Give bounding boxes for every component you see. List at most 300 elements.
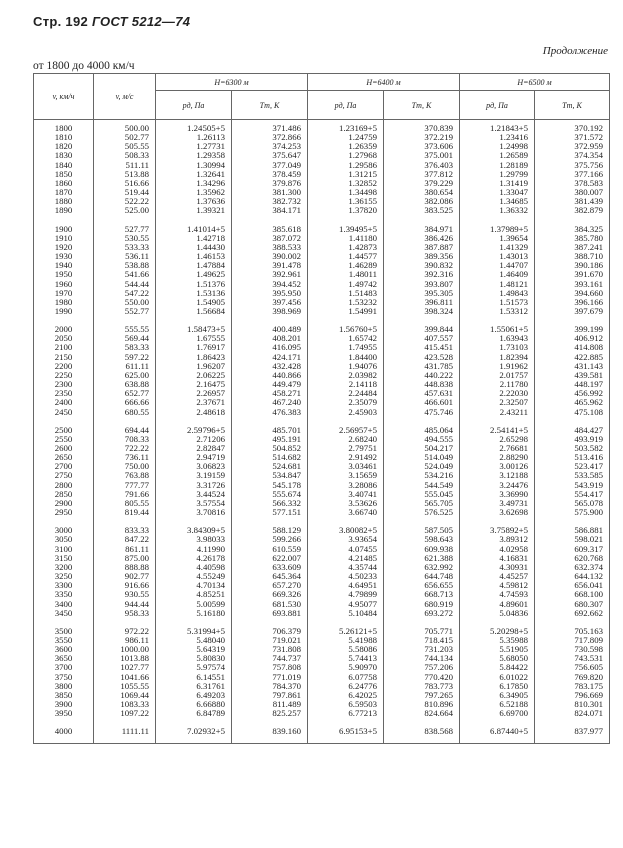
table-cell-value: 1.94076 — [348, 360, 377, 371]
table-cell-value: 1.53312 — [499, 305, 528, 316]
cell-temp-6500 — [535, 216, 610, 317]
cell-speed-ms — [94, 216, 156, 317]
table-cell-value: 513.416 — [574, 452, 603, 463]
table-cell-value: 777.77 — [124, 479, 149, 490]
table-cell-value: 1990 — [54, 305, 73, 316]
table-cell-value: 385.618 — [272, 223, 301, 234]
table-cell-value: 597.22 — [124, 351, 149, 362]
table-cell-value: 1.29586 — [348, 159, 377, 170]
table-cell-value: 566.332 — [272, 497, 301, 508]
table-cell-value: 705.771 — [424, 625, 453, 636]
table-cell-value: 3.00126 — [499, 461, 528, 472]
cell-temp-6300 — [232, 316, 308, 417]
table-cell-value: 432.428 — [272, 360, 301, 371]
table-cell-value: 3000 — [54, 525, 73, 536]
table-cell-value: 783.773 — [424, 680, 453, 691]
table-cell-value: 2200 — [54, 360, 73, 371]
table-cell-value: 2.88290 — [499, 452, 528, 463]
table-cell-value: 3.62698 — [499, 507, 528, 518]
table-cell-value: 2.01757 — [499, 369, 528, 380]
table-cell-value: 2650 — [54, 452, 73, 463]
table-cell-value: 395.305 — [424, 287, 453, 298]
table-cell-value: 1.54905 — [196, 296, 225, 307]
table-cell-value: 4.95077 — [348, 598, 377, 609]
cell-temp-6300 — [232, 417, 308, 518]
table-cell-value: 3800 — [54, 680, 73, 691]
table-cell-value: 396.166 — [574, 296, 603, 307]
table-cell-value: 555.55 — [124, 324, 149, 335]
cell-temp-6300 — [232, 618, 308, 719]
table-cell-value: 3.49731 — [499, 497, 528, 508]
cell-pressure-6300 — [156, 120, 232, 216]
table-cell-value: 1.48011 — [348, 269, 377, 280]
table-cell-value: 381.439 — [574, 196, 603, 207]
table-cell-value: 440.866 — [272, 369, 301, 380]
header-temperature: Tт, К — [535, 91, 610, 120]
table-cell-value: 393.161 — [574, 278, 603, 289]
table-cell-value: 694.44 — [124, 424, 149, 435]
table-cell-value: 1.49742 — [348, 278, 377, 289]
table-cell-value: 1.82394 — [499, 351, 528, 362]
table-cell-value: 4.74593 — [499, 589, 528, 600]
table-cell-value: 397.679 — [574, 305, 603, 316]
table-cell-value: 519.44 — [124, 187, 149, 198]
table-cell-value: 393.807 — [424, 278, 453, 289]
table-cell-value: 1.53232 — [348, 296, 377, 307]
table-cell-value: 693.272 — [424, 607, 453, 618]
table-cell-value: 400.489 — [272, 324, 301, 335]
table-cell-value: 2850 — [54, 488, 73, 499]
table-cell-value: 1111.11 — [121, 726, 149, 737]
table-cell-value: 5.10484 — [348, 607, 377, 618]
table-cell-value: 533.585 — [574, 470, 603, 481]
table-cell-value: 609.317 — [574, 543, 603, 554]
table-cell-value: 383.525 — [424, 205, 453, 216]
table-cell-value: 930.55 — [124, 589, 149, 600]
table-cell-value: 1.32641 — [196, 168, 225, 179]
table-cell-value: 1.54991 — [348, 305, 377, 316]
table-cell-value: 611.11 — [125, 360, 149, 371]
table-cell-value: 4.85251 — [196, 589, 225, 600]
table-cell-value: 382.086 — [424, 196, 453, 207]
table-cell-value: 4.16831 — [499, 552, 528, 563]
table-cell-value: 633.609 — [272, 561, 301, 572]
table-cell-value: 416.095 — [272, 342, 301, 353]
table-cell-value: 599.266 — [272, 534, 301, 545]
table-cell-value: 552.77 — [124, 305, 149, 316]
table-cell-value: 514.049 — [424, 452, 453, 463]
header-temperature: Tт, К — [384, 91, 460, 120]
table-cell-value: 718.415 — [424, 634, 453, 645]
table-cell-value: 379.229 — [424, 177, 453, 188]
table-cell-value: 2.11780 — [499, 379, 528, 390]
table-cell-value: 4.64951 — [348, 580, 377, 591]
table-cell-value: 810.896 — [424, 699, 453, 710]
table-cell-value: 380.654 — [424, 187, 453, 198]
cell-temp-6500 — [535, 120, 610, 216]
cell-pressure-6500 — [460, 120, 535, 216]
table-cell-value: 406.912 — [574, 333, 603, 344]
table-cell-value: 744.737 — [272, 653, 301, 664]
table-cell-value: 916.66 — [124, 580, 149, 591]
table-cell-value: 378.583 — [574, 177, 603, 188]
table-cell-value: 575.900 — [574, 507, 603, 518]
table-cell-value: 372.866 — [272, 132, 301, 143]
table-cell-value: 2250 — [54, 369, 73, 380]
table-cell-value: 1.21843+5 — [490, 123, 528, 133]
table-cell-value: 3.15659 — [348, 470, 377, 481]
table-cell-value: 554.417 — [574, 488, 603, 499]
table-cell-value: 3600 — [54, 644, 73, 655]
table-cell-value: 457.631 — [424, 388, 453, 399]
cell-pressure-6300 — [156, 216, 232, 317]
table-cell-value: 1970 — [54, 287, 73, 298]
table-cell-value: 466.601 — [424, 397, 453, 408]
table-cell-value: 534.847 — [272, 470, 301, 481]
table-cell-value: 398.969 — [272, 305, 301, 316]
table-cell-value: 644.132 — [574, 571, 603, 582]
table-cell-value: 1.49625 — [196, 269, 225, 280]
table-cell-value: 825.257 — [272, 708, 301, 719]
table-cell-value: 706.379 — [272, 625, 301, 636]
table-cell-value: 2900 — [54, 497, 73, 508]
table-cell-value: 1.26589 — [499, 150, 528, 161]
table-cell-value: 2400 — [54, 397, 73, 408]
table-cell-value: 1.39654 — [499, 232, 528, 243]
table-cell-value: 3.03461 — [348, 461, 377, 472]
table-cell-value: 485.701 — [272, 424, 301, 435]
table-cell-value: 384.971 — [424, 223, 453, 234]
table-cell-value: 1.48121 — [499, 278, 528, 289]
table-cell-value: 5.04836 — [499, 607, 528, 618]
table-cell-value: 3.98033 — [196, 534, 225, 545]
table-cell-value: 3.53626 — [348, 497, 377, 508]
table-cell-value: 415.451 — [424, 342, 453, 353]
cell-temp-6300 — [232, 120, 308, 216]
cell-speed-kmh — [34, 316, 94, 417]
table-cell-value: 439.581 — [574, 369, 603, 380]
table-cell-value: 1910 — [54, 232, 73, 243]
table-cell-value: 522.22 — [124, 196, 149, 207]
table-cell-value: 719.021 — [272, 634, 301, 645]
table-cell-value: 797.861 — [272, 689, 301, 700]
table-cell-value: 1870 — [54, 187, 73, 198]
table-cell-value: 534.216 — [424, 470, 453, 481]
table-cell-value: 681.530 — [272, 598, 301, 609]
table-cell-value: 577.151 — [272, 507, 301, 518]
table-cell-value: 3.75892+5 — [490, 525, 528, 536]
table-cell-value: 1.34685 — [499, 196, 528, 207]
cell-pressure-6400 — [308, 216, 384, 317]
table-cell-value: 833.33 — [124, 525, 149, 536]
table-cell-value: 495.191 — [272, 433, 301, 444]
table-cell-value: 1880 — [54, 196, 73, 207]
table-cell-value: 756.605 — [574, 662, 603, 673]
table-cell-value: 387.241 — [574, 241, 603, 252]
table-cell-value: 861.11 — [125, 543, 149, 554]
table-cell-value: 6.42025 — [348, 689, 377, 700]
table-cell-value: 2.35079 — [348, 397, 377, 408]
table-cell-value: 3.12188 — [499, 470, 528, 481]
table-cell-value: 680.919 — [424, 598, 453, 609]
table-cell-value: 388.533 — [272, 241, 301, 252]
table-cell-value: 541.66 — [124, 269, 149, 280]
continuation-label: Продолжение — [542, 45, 608, 57]
table-cell-value: 2.82847 — [196, 443, 225, 453]
cell-temp-6500 — [535, 417, 610, 518]
table-cell-value: 377.049 — [272, 159, 301, 170]
table-cell-value: 6.24776 — [348, 680, 377, 691]
cell-temp-6300 — [232, 517, 308, 618]
table-cell-value: 1.34296 — [196, 177, 225, 188]
table-cell-value: 824.071 — [574, 708, 603, 719]
table-cell-value: 4.30931 — [499, 561, 528, 572]
cell-pressure-6300 — [156, 517, 232, 618]
table-cell-value: 797.265 — [424, 689, 453, 700]
table-cell-value: 505.55 — [124, 141, 149, 152]
table-cell-value: 476.383 — [272, 406, 301, 417]
table-cell-value: 1.42718 — [196, 232, 225, 243]
table-cell-value: 1860 — [54, 177, 73, 188]
table-cell-value: 837.977 — [574, 726, 603, 737]
cell-pressure-6400 — [308, 120, 384, 216]
table-cell-value: 3.57554 — [196, 497, 225, 508]
table-cell-value: 944.44 — [124, 598, 149, 609]
table-cell-value: 838.568 — [424, 726, 453, 737]
table-cell-value: 5.16180 — [196, 607, 225, 618]
table-cell-value: 1.29799 — [499, 168, 528, 179]
table-cell-value: 524.049 — [424, 461, 453, 472]
cell-temp-6400 — [384, 316, 460, 417]
table-cell-value: 3.36990 — [499, 488, 528, 499]
table-cell-value: 6.87440+5 — [490, 726, 528, 737]
table-cell-value: 1.76917 — [196, 342, 225, 353]
table-cell-value: 1.27731 — [196, 141, 225, 152]
table-cell-value: 4.59812 — [499, 580, 528, 591]
table-cell-value: 1.26113 — [196, 132, 225, 143]
table-cell-value: 1.96207 — [196, 360, 225, 371]
table-cell-value: 731.203 — [424, 644, 453, 655]
table-cell-value: 3150 — [54, 552, 73, 563]
cell-temp-6400 — [384, 120, 460, 216]
table-cell-value: 972.22 — [124, 625, 149, 636]
table-cell-value: 1.34498 — [348, 187, 377, 198]
cell-temp-6500 — [535, 316, 610, 417]
table-cell-value: 1890 — [54, 205, 73, 216]
header-speed-ms: v, м/с — [94, 74, 156, 120]
table-cell-value: 3.89312 — [499, 534, 528, 545]
table-cell-value: 784.370 — [272, 680, 301, 691]
table-cell-value: 3.28086 — [348, 479, 377, 490]
table-cell-value: 1.46289 — [348, 260, 377, 271]
cell-pressure-6400 — [308, 316, 384, 417]
table-cell-value: 390.186 — [574, 260, 603, 271]
table-cell-value: 373.606 — [424, 141, 453, 152]
table-cell-value: 5.74413 — [348, 653, 377, 664]
table-cell-value: 757.808 — [272, 662, 301, 673]
table-cell-value: 1.84400 — [348, 351, 377, 362]
table-row-group — [34, 718, 610, 743]
table-cell-value: 423.528 — [424, 351, 453, 362]
table-cell-value: 680.307 — [574, 598, 603, 609]
table-cell-value: 503.582 — [574, 443, 603, 453]
table-cell-value: 1.42873 — [348, 241, 377, 252]
table-cell-value: 1950 — [54, 269, 73, 280]
table-cell-value: 586.881 — [574, 525, 603, 536]
table-cell-value: 1.41329 — [499, 241, 528, 252]
table-cell-value: 576.525 — [424, 507, 453, 518]
table-cell-value: 3550 — [54, 634, 73, 645]
table-cell-value: 398.324 — [424, 305, 453, 316]
table-cell-value: 514.682 — [272, 452, 301, 463]
table-cell-value: 6.31761 — [196, 680, 225, 691]
table-cell-value: 6.95153+5 — [339, 726, 377, 737]
table-cell-value: 3.06823 — [196, 461, 225, 472]
table-cell-value: 730.598 — [574, 644, 603, 655]
table-cell-value: 2.22030 — [499, 388, 528, 399]
data-table — [33, 73, 610, 744]
table-cell-value: 6.77213 — [348, 708, 377, 719]
table-cell-value: 1.43013 — [499, 251, 528, 262]
table-cell-value: 387.072 — [272, 232, 301, 243]
table-cell-value: 3.66740 — [348, 507, 377, 518]
table-cell-value: 6.52188 — [499, 699, 528, 710]
header-pressure: pд, Па — [156, 91, 232, 120]
table-cell-value: 374.354 — [574, 150, 603, 161]
table-cell-value: 810.301 — [574, 699, 603, 710]
cell-speed-ms — [94, 120, 156, 216]
table-row-group — [34, 417, 610, 518]
table-cell-value: 2.32507 — [499, 397, 528, 408]
cell-temp-6500 — [535, 517, 610, 618]
table-cell-value: 4.45257 — [499, 571, 528, 582]
table-cell-value: 4.07455 — [348, 543, 377, 554]
header-pressure: pд, Па — [308, 91, 384, 120]
table-cell-value: 1.44430 — [196, 241, 225, 252]
table-cell-value: 5.80830 — [196, 653, 225, 664]
table-cell-value: 638.88 — [124, 379, 149, 390]
table-cell-value: 2550 — [54, 433, 73, 444]
table-cell-value: 484.427 — [574, 424, 603, 435]
table-cell-value: 3500 — [54, 625, 73, 636]
table-cell-value: 4.11990 — [196, 543, 225, 554]
table-cell-value: 668.100 — [574, 589, 603, 600]
table-cell-value: 1.86423 — [196, 351, 225, 362]
table-cell-value: 2.26957 — [196, 388, 225, 399]
table-cell-value: 5.00599 — [196, 598, 225, 609]
table-cell-value: 783.175 — [574, 680, 603, 691]
table-cell-value: 394.660 — [574, 287, 603, 298]
table-cell-value: 392.961 — [272, 269, 301, 280]
table-cell-value: 1.37989+5 — [490, 223, 528, 234]
table-cell-value: 1.56684 — [196, 305, 225, 316]
table-cell-value: 692.662 — [574, 607, 603, 618]
table-cell-value: 1980 — [54, 296, 73, 307]
header-altitude-2: H=6400 м — [308, 74, 460, 91]
table-cell-value: 388.710 — [574, 251, 603, 262]
table-cell-value: 394.452 — [272, 278, 301, 289]
page-number: Стр. 192 — [33, 14, 89, 29]
table-cell-value: 391.478 — [272, 260, 301, 271]
table-cell-value: 4.89601 — [499, 598, 528, 609]
table-cell-value: 1960 — [54, 278, 73, 289]
cell-speed-kmh — [34, 120, 94, 216]
table-cell-value: 440.222 — [424, 369, 453, 380]
table-cell-value: 1013.88 — [120, 653, 149, 664]
table-cell-value: 1.30994 — [196, 159, 225, 170]
table-cell-value: 2.24484 — [348, 388, 377, 399]
table-cell-value: 530.55 — [124, 232, 149, 243]
table-cell-value: 621.388 — [424, 552, 453, 563]
table-cell-value: 376.403 — [424, 159, 453, 170]
table-cell-value: 705.163 — [574, 625, 603, 636]
table-cell-value: 1.46153 — [196, 251, 225, 262]
table-cell-value: 1820 — [54, 141, 73, 152]
table-cell-value: 527.77 — [124, 223, 149, 234]
table-cell-value: 3.93654 — [348, 534, 377, 545]
table-cell-value: 2.54141+5 — [490, 424, 528, 435]
table-cell-value: 389.356 — [424, 251, 453, 262]
table-cell-value: 1.51376 — [196, 278, 225, 289]
table-cell-value: 2.71206 — [196, 433, 225, 444]
table-cell-value: 370.839 — [424, 123, 453, 133]
table-cell-value: 550.00 — [124, 296, 149, 307]
table-cell-value: 396.811 — [424, 296, 453, 307]
table-cell-value: 513.88 — [124, 168, 149, 179]
table-cell-value: 390.002 — [272, 251, 301, 262]
table-cell-value: 1.74955 — [348, 342, 377, 353]
table-cell-value: 504.852 — [272, 443, 301, 453]
table-cell-value: 4.70134 — [196, 580, 225, 591]
table-cell-value: 598.021 — [574, 534, 603, 545]
table-cell-value: 888.88 — [124, 561, 149, 572]
table-cell-value: 449.479 — [272, 379, 301, 390]
table-cell-value: 5.58086 — [348, 644, 377, 655]
table-cell-value: 465.962 — [574, 397, 603, 408]
table-cell-value: 2.91492 — [348, 452, 377, 463]
table-cell-value: 1.31419 — [499, 177, 528, 188]
table-cell-value: 2950 — [54, 507, 73, 518]
table-cell-value: 1850 — [54, 168, 73, 179]
table-row-group — [34, 618, 610, 719]
cell-pressure-6300 — [156, 718, 232, 743]
table-cell-value: 1.33047 — [499, 187, 528, 198]
table-cell-value: 5.41988 — [348, 634, 377, 645]
table-cell-value: 587.505 — [424, 525, 453, 536]
cell-temp-6300 — [232, 216, 308, 317]
table-cell-value: 791.66 — [124, 488, 149, 499]
table-cell-value: 390.832 — [424, 260, 453, 271]
table-cell-value: 371.572 — [574, 132, 603, 143]
table-cell-value: 1.23169+5 — [339, 123, 377, 133]
table-cell-value: 467.240 — [272, 397, 301, 408]
cell-speed-ms — [94, 517, 156, 618]
table-cell-value: 448.197 — [574, 379, 603, 390]
table-cell-value: 2.59796+5 — [187, 424, 225, 435]
table-cell-value: 422.885 — [574, 351, 603, 362]
table-cell-value: 2.43211 — [499, 406, 528, 417]
table-cell-value: 565.078 — [574, 497, 603, 508]
table-cell-value: 370.192 — [574, 123, 603, 133]
table-cell-value: 1055.55 — [120, 680, 149, 691]
header-altitude-3: H=6500 м — [460, 74, 610, 91]
table-cell-value: 2700 — [54, 461, 73, 472]
header-pressure: pд, Па — [460, 91, 535, 120]
table-cell-value: 1.51483 — [348, 287, 377, 298]
table-cell-value: 4.02958 — [499, 543, 528, 554]
table-cell-value: 3900 — [54, 699, 73, 710]
table-cell-value: 424.171 — [272, 351, 301, 362]
